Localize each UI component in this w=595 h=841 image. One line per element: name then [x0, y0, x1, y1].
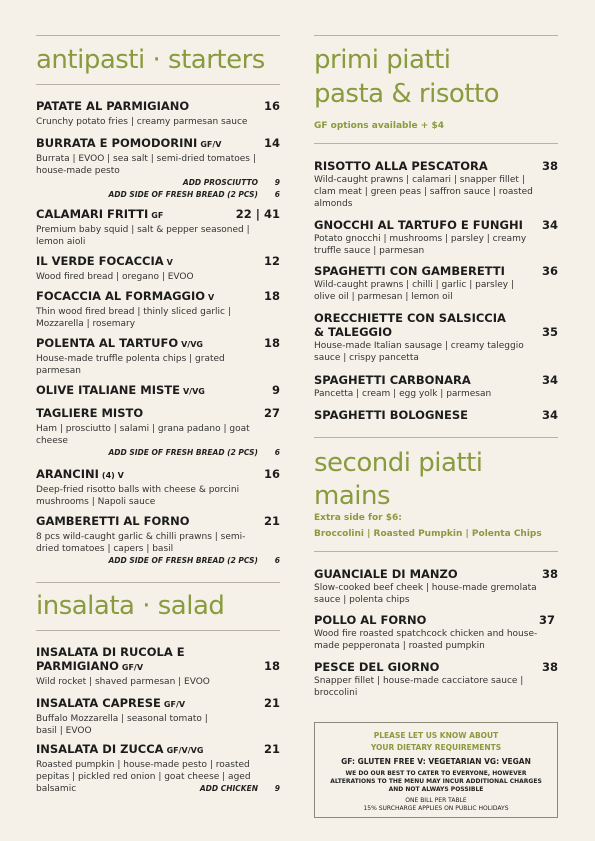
divider: [314, 143, 558, 144]
item-description: Buffalo Mozzarella | seasonal tomato | basil | EVOO: [36, 714, 208, 736]
item-name: IL VERDE FOCACCIA: [36, 254, 164, 268]
menu-item: [36, 383, 280, 399]
divider: [36, 35, 280, 36]
item-name: PESCE DEL GIORNO: [314, 660, 440, 674]
item-description: Potato gnocchi | mushrooms | parsley | creamy truffle sauce | parmesan: [314, 234, 527, 256]
item-price: 35: [541, 325, 558, 339]
menu-item: [314, 218, 558, 257]
item-description: House-made Italian sausage | creamy taleggio sauce | crispy pancetta: [314, 341, 524, 363]
item-name: INSALATA DI RUCOLA E PARMIGIANO: [36, 645, 185, 673]
item-name: INSALATA DI ZUCCA: [36, 742, 164, 756]
addon-row: [36, 177, 280, 189]
section-title-insalata: insalata · salad: [36, 591, 225, 621]
section-subtitle-primi: pasta & risotto: [314, 79, 500, 109]
item-description: Slow-cooked beef cheek | house-made gremolata sauce | polenta chips: [314, 583, 537, 605]
menu-item: [314, 567, 558, 606]
addon-row: [36, 555, 280, 567]
addon-price: 6: [274, 448, 280, 457]
divider: [314, 551, 558, 552]
item-price: 38: [541, 660, 558, 674]
item-diet: V/VG: [181, 340, 203, 349]
item-name: BURRATA E POMODORINI: [36, 136, 198, 150]
notice-heading-1: PLEASE LET US KNOW ABOUT: [373, 731, 499, 740]
item-price: 34: [541, 408, 558, 422]
menu-item: [36, 289, 280, 330]
item-price: 12: [263, 254, 280, 268]
addon-row: [36, 447, 280, 459]
item-price: 9: [271, 383, 280, 397]
menu-item: [314, 311, 558, 364]
section-note-secondi: Extra side for $6:: [314, 513, 402, 523]
item-price: 37: [538, 613, 555, 627]
item-description: Thin wood fired bread | thinly sliced garlic | Mozzarella | rosemary: [36, 307, 231, 329]
menu-item: [36, 696, 280, 737]
item-name: ARANCINI: [36, 467, 99, 481]
item-diet: (4) V: [101, 471, 124, 480]
divider: [36, 84, 280, 85]
item-diet: GF: [151, 211, 164, 220]
item-diet: V: [208, 293, 215, 302]
item-description: Snapper fillet | house-made cacciatore sauce | broccolini: [314, 676, 524, 698]
menu-item: [36, 467, 280, 508]
addon-label: ADD CHICKEN: [199, 784, 258, 793]
menu-item: [36, 742, 280, 795]
item-description: Roasted pumpkin | house-made pesto | roasted pepitas | pickled red onion | goat cheese | aged balsamic: [36, 760, 251, 794]
section-title-secondi: secondi piatti: [314, 448, 483, 478]
addon-price: 6: [274, 190, 280, 199]
item-description: Pancetta | cream | egg yolk | parmesan: [314, 389, 492, 399]
menu-item: [36, 406, 280, 459]
item-name: GUANCIALE DI MANZO: [314, 567, 458, 581]
item-price: 34: [541, 218, 558, 232]
item-name: FOCACCIA AL FORMAGGIO: [36, 289, 206, 303]
notice-surcharge: 15% SURCHARGE APPLIES ON PUBLIC HOLIDAYS: [363, 805, 509, 812]
divider: [36, 630, 280, 631]
item-description: House-made truffle polenta chips | grated parmesan: [36, 354, 225, 376]
item-diet: GF/V: [121, 663, 144, 672]
addon-row: [36, 189, 280, 201]
menu-item: [36, 514, 280, 567]
item-description: Wood fired bread | oregano | EVOO: [36, 272, 194, 282]
item-price: 27: [263, 406, 280, 420]
menu-item: [314, 408, 558, 422]
item-price: 16: [263, 99, 280, 113]
addon-price: 9: [274, 784, 280, 793]
menu-item: [314, 159, 558, 210]
menu-item: [314, 264, 558, 303]
item-price: 34: [541, 373, 558, 387]
divider: [314, 437, 558, 438]
notice-bill: ONE BILL PER TABLE: [405, 797, 467, 804]
item-price: 36: [541, 264, 558, 278]
item-diet: V: [166, 258, 173, 267]
addon-label: ADD SIDE OF FRESH BREAD (2 PCS): [108, 448, 258, 457]
menu-item: [314, 613, 558, 652]
item-name: RISOTTO ALLA PESCATORA: [314, 159, 488, 173]
item-name: GNOCCHI AL TARTUFO E FUNGHI: [314, 218, 523, 232]
menu-item: [36, 645, 280, 688]
menu-item: [314, 660, 558, 699]
dietary-notice: [314, 722, 558, 818]
item-name: POLENTA AL TARTUFO: [36, 336, 179, 350]
diet-legend: GF: GLUTEN FREE V: VEGETARIAN VG: VEGAN: [341, 757, 531, 766]
menu-item: [36, 336, 280, 377]
menu-item: [314, 373, 558, 400]
item-description: Ham | prosciutto | salami | grana padano | goat cheese: [36, 424, 250, 446]
item-description: Premium baby squid | salt & pepper seasoned | lemon aioli: [36, 225, 250, 247]
item-description: 8 pcs wild-caught garlic & chilli prawns | semi-dried tomatoes | capers | basil: [36, 532, 246, 554]
addon-price: 6: [274, 556, 280, 565]
item-diet: V/VG: [182, 387, 205, 396]
addon-price: 9: [274, 178, 280, 187]
item-price: 16: [263, 467, 280, 481]
item-price: 38: [541, 159, 558, 173]
item-price: 21: [263, 514, 280, 528]
item-price: 38: [541, 567, 558, 581]
menu-item: [36, 254, 280, 283]
item-name: SPAGHETTI BOLOGNESE: [314, 408, 469, 422]
menu-item: [36, 136, 280, 201]
extra-sides: Broccolini | Roasted Pumpkin | Polenta Chips: [314, 529, 542, 539]
section-title-antipasti: antipasti · starters: [36, 45, 265, 75]
item-diet: GF/V: [200, 140, 222, 149]
item-name: OLIVE ITALIANE MISTE: [36, 383, 180, 397]
item-description: Wild-caught prawns | calamari | snapper fillet | clam meat | green peas | saffron sauce | roasted almonds: [314, 175, 533, 209]
item-price: 14: [263, 136, 280, 150]
item-price: 22 | 41: [235, 207, 280, 221]
notice-policy: WE DO OUR BEST TO CATER TO EVERYONE, HOWEVER ALTERATIONS TO THE MENU MAY INCUR ADDITIONAL CHARGES AND NOT ALWAYS POSSIBLE: [330, 770, 542, 793]
item-name: SPAGHETTI CON GAMBERETTI: [314, 264, 505, 278]
item-name: TAGLIERE MISTO: [36, 406, 144, 420]
item-diet: GF/V: [163, 700, 186, 709]
divider: [314, 35, 558, 36]
section-note-primi: GF options available + $4: [314, 121, 444, 131]
item-description: Burrata | EVOO | sea salt | semi-dried tomatoes | house-made pesto: [36, 154, 256, 176]
addon-label: ADD PROSCIUTTO: [182, 178, 258, 187]
item-description: Wood fire roasted spatchcock chicken and house-made pepperonata | roasted pumpkin: [314, 629, 538, 651]
item-name: PATATE AL PARMIGIANO: [36, 99, 190, 113]
item-price: 21: [263, 742, 280, 756]
item-name: ORECCHIETTE CON SALSICCIA & TALEGGIO: [314, 311, 506, 339]
section-title-primi: primi piatti: [314, 45, 451, 75]
item-description: Crunchy potato fries | creamy parmesan sauce: [36, 117, 248, 127]
addon-label: ADD SIDE OF FRESH BREAD (2 PCS): [108, 556, 258, 565]
item-price: 18: [263, 336, 280, 350]
section-subtitle-secondi: mains: [314, 481, 391, 511]
addon-label: ADD SIDE OF FRESH BREAD (2 PCS): [108, 190, 258, 199]
item-price: 18: [263, 659, 280, 673]
item-description: Deep-fried risotto balls with cheese & porcini mushrooms | Napoli sauce: [36, 485, 240, 507]
notice-heading-2: YOUR DIETARY REQUIREMENTS: [370, 743, 502, 752]
item-name: SPAGHETTI CARBONARA: [314, 373, 471, 387]
item-name: POLLO AL FORNO: [314, 613, 427, 627]
item-description: Wild rocket | shaved parmesan | EVOO: [36, 677, 210, 687]
item-name: GAMBERETTI AL FORNO: [36, 514, 190, 528]
item-price: 18: [263, 289, 280, 303]
menu-item: [36, 99, 280, 128]
item-name: CALAMARI FRITTI: [36, 207, 149, 221]
item-description: Wild-caught prawns | chilli | garlic | parsley | olive oil | parmesan | lemon oil: [314, 280, 514, 302]
item-price: 21: [263, 696, 280, 710]
menu-item: [36, 207, 280, 248]
item-diet: GF/V/VG: [166, 746, 204, 755]
divider: [36, 582, 280, 583]
item-name: INSALATA CAPRESE: [36, 696, 161, 710]
